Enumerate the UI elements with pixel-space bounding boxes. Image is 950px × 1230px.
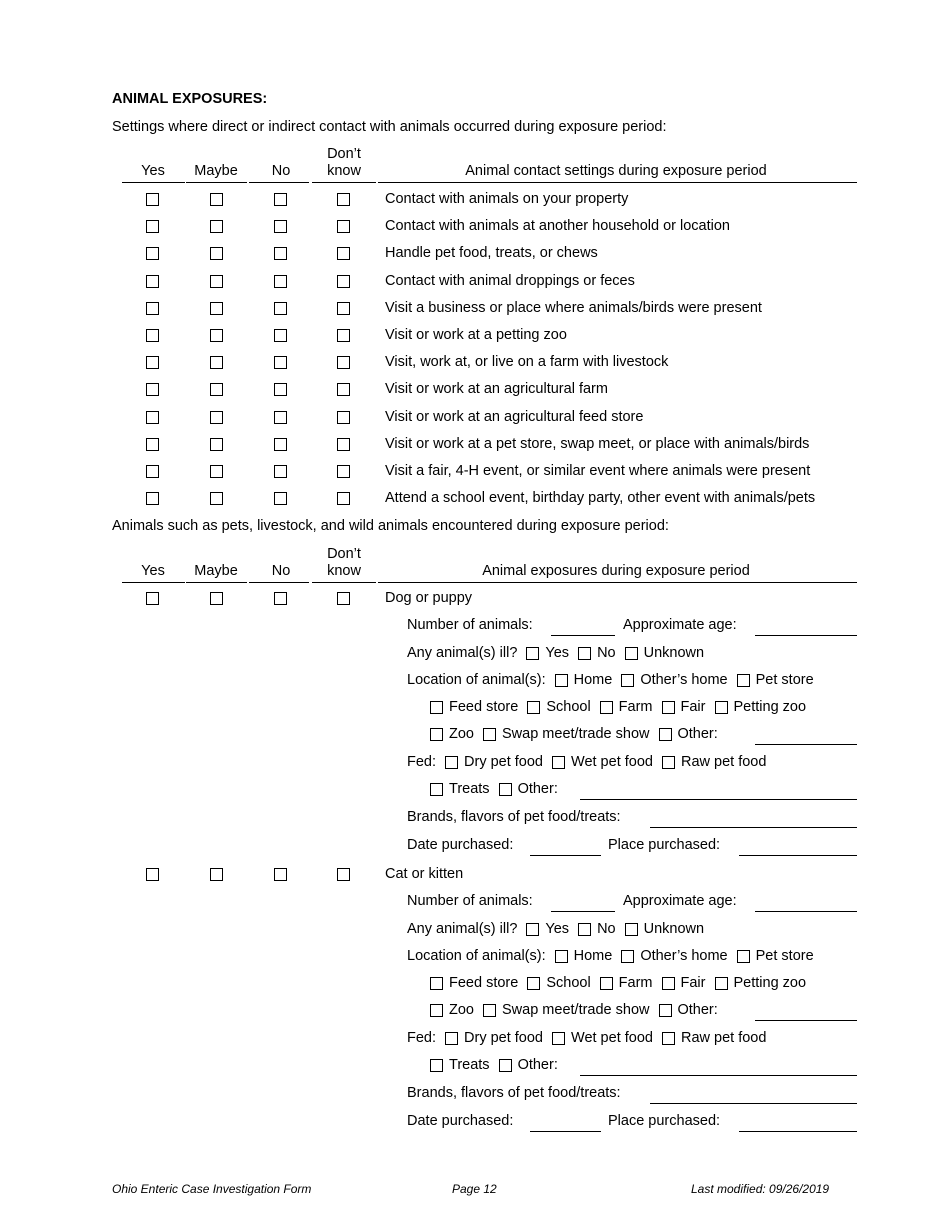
date-row: [407, 1113, 522, 1129]
setting-label: Visit a business or place where animals/birds were present: [385, 299, 762, 316]
option-checkbox[interactable]: [578, 647, 591, 660]
dont-know-checkbox[interactable]: [337, 438, 350, 451]
option-label: Swap meet/trade show: [502, 1002, 650, 1018]
dont-know-checkbox[interactable]: [337, 220, 350, 233]
option-checkbox[interactable]: [430, 701, 443, 714]
no-checkbox[interactable]: [274, 247, 287, 260]
brands-label: Brands, flavors of pet food/treats:: [407, 809, 621, 825]
brands-label: Brands, flavors of pet food/treats:: [407, 1085, 621, 1101]
no-checkbox[interactable]: [274, 492, 287, 505]
option-checkbox[interactable]: [483, 728, 496, 741]
option-checkbox[interactable]: [555, 950, 568, 963]
setting-label: Contact with animals on your property: [385, 191, 629, 207]
option-checkbox[interactable]: [659, 728, 672, 741]
option[interactable]: [659, 726, 718, 742]
option-checkbox[interactable]: [737, 674, 750, 687]
no-checkbox[interactable]: [274, 193, 287, 206]
animals-intro: Animals such as pets, livestock, and wild animals encountered during exposure period:: [112, 518, 669, 534]
option-label: Treats: [449, 781, 490, 797]
option[interactable]: [483, 726, 650, 742]
footer-modified: Last modified: 09/26/2019: [691, 1182, 830, 1196]
option-checkbox[interactable]: [737, 950, 750, 963]
option[interactable]: [552, 1030, 653, 1046]
option-label: Yes: [545, 921, 570, 937]
no-checkbox[interactable]: [274, 383, 287, 396]
option-label: School: [546, 699, 591, 715]
maybe-checkbox[interactable]: [210, 356, 223, 369]
brands-field[interactable]: [650, 1103, 857, 1104]
option-checkbox[interactable]: [600, 977, 613, 990]
option[interactable]: [600, 975, 653, 991]
option[interactable]: [430, 781, 490, 797]
animals-header-rule: [249, 582, 309, 583]
fed-other-field[interactable]: [580, 1075, 857, 1076]
settings-header-rule: [312, 182, 376, 183]
dont-know-checkbox[interactable]: [337, 868, 350, 881]
number-label: Number of animals:: [407, 893, 533, 909]
option[interactable]: [600, 699, 653, 715]
option-label: Home: [573, 948, 613, 964]
number-age-row: [407, 617, 542, 633]
location-row-3: [430, 1002, 727, 1018]
option[interactable]: [527, 699, 590, 715]
option-label: Zoo: [449, 1002, 474, 1018]
option-label: School: [546, 975, 591, 991]
option-label: Other’s home: [640, 948, 728, 964]
dont-know-checkbox[interactable]: [337, 275, 350, 288]
animal-name: Dog or puppy: [385, 590, 473, 606]
yes-checkbox[interactable]: [146, 438, 159, 451]
dont-know-checkbox[interactable]: [337, 592, 350, 605]
option[interactable]: [662, 754, 766, 770]
option[interactable]: [662, 1030, 766, 1046]
animals-header-col-yes: Yes: [141, 563, 165, 579]
setting-label: Visit or work at a petting zoo: [385, 327, 567, 343]
no-checkbox[interactable]: [274, 220, 287, 233]
animals-header-col-no: No: [271, 563, 291, 579]
option-label: Yes: [545, 645, 570, 661]
option-label: Other:: [517, 1057, 558, 1073]
no-checkbox[interactable]: [274, 356, 287, 369]
option-label: Feed store: [449, 975, 519, 991]
option-checkbox[interactable]: [600, 701, 613, 714]
option[interactable]: [430, 1057, 490, 1073]
option[interactable]: [621, 948, 727, 964]
animals-header-col-dont-know-2: know: [327, 563, 361, 579]
setting-label: Visit or work at an agricultural farm: [385, 381, 608, 398]
settings-header-col-title: Animal contact settings during exposure period: [465, 163, 767, 179]
option[interactable]: [499, 1057, 558, 1073]
location-other-field[interactable]: [755, 1020, 857, 1021]
yes-checkbox[interactable]: [146, 592, 159, 605]
animals-header-rule: [122, 582, 185, 583]
dont-know-checkbox[interactable]: [337, 356, 350, 369]
option-label: Feed store: [449, 699, 519, 715]
option-checkbox[interactable]: [659, 1004, 672, 1017]
fed-label: Fed:: [407, 754, 437, 770]
date-field[interactable]: [530, 1131, 601, 1132]
option[interactable]: [737, 948, 814, 964]
no-checkbox[interactable]: [274, 465, 287, 478]
settings-header-rule: [122, 182, 185, 183]
setting-label: Handle pet food, treats, or chews: [385, 245, 598, 262]
yes-checkbox[interactable]: [146, 247, 159, 260]
option-label: Unknown: [643, 645, 705, 661]
section-title: ANIMAL EXPOSURES:: [112, 91, 268, 107]
option-label: Treats: [449, 1057, 490, 1073]
option-label: Pet store: [755, 672, 814, 688]
option-label: Pet store: [755, 948, 814, 964]
dont-know-checkbox[interactable]: [337, 329, 350, 342]
option-label: Petting zoo: [733, 975, 807, 991]
option-label: Dry pet food: [464, 754, 544, 770]
option[interactable]: [552, 754, 653, 770]
location-row-2: [430, 699, 815, 715]
no-checkbox[interactable]: [274, 329, 287, 342]
location-label: Location of animal(s):: [407, 948, 546, 964]
maybe-checkbox[interactable]: [210, 383, 223, 396]
option-label: Other:: [517, 781, 558, 797]
age-field[interactable]: [755, 911, 857, 912]
setting-label: Visit or work at a pet store, swap meet, or place with animals/birds: [385, 435, 810, 452]
number-field[interactable]: [551, 911, 615, 912]
number-field[interactable]: [551, 635, 615, 636]
option-label: Farm: [618, 975, 653, 991]
brands-row: [407, 1085, 630, 1101]
yes-checkbox[interactable]: [146, 465, 159, 478]
no-checkbox[interactable]: [274, 302, 287, 315]
option[interactable]: [621, 672, 727, 688]
place-label: Place purchased:: [608, 837, 721, 853]
option-checkbox[interactable]: [499, 783, 512, 796]
footer-page: Page 12: [452, 1182, 497, 1196]
option-label: Other:: [677, 726, 718, 742]
option[interactable]: [715, 699, 807, 715]
animals-header-rule: [186, 582, 247, 583]
option-checkbox[interactable]: [483, 1004, 496, 1017]
yes-checkbox[interactable]: [146, 302, 159, 315]
option[interactable]: [555, 672, 613, 688]
setting-label: Visit, work at, or live on a farm with livestock: [385, 354, 669, 371]
yes-checkbox[interactable]: [146, 193, 159, 206]
option-label: Fair: [680, 975, 706, 991]
dont-know-checkbox[interactable]: [337, 247, 350, 260]
animals-header-col-dont-know-1: Don’t: [327, 546, 361, 562]
option-checkbox[interactable]: [715, 701, 728, 714]
maybe-checkbox[interactable]: [210, 592, 223, 605]
fed-row-2: [430, 781, 567, 797]
settings-header-rule: [249, 182, 309, 183]
animal-name: Cat or kitten: [385, 866, 464, 882]
ill-label: Any animal(s) ill?: [407, 645, 518, 661]
option-label: Farm: [618, 699, 653, 715]
option[interactable]: [662, 699, 706, 715]
option-checkbox[interactable]: [526, 647, 539, 660]
yes-checkbox[interactable]: [146, 356, 159, 369]
yes-checkbox[interactable]: [146, 383, 159, 396]
settings-header-col-maybe: Maybe: [194, 163, 238, 179]
maybe-checkbox[interactable]: [210, 411, 223, 424]
option-checkbox[interactable]: [662, 756, 675, 769]
setting-label: Attend a school event, birthday party, other event with animals/pets: [385, 490, 816, 507]
option[interactable]: [555, 948, 613, 964]
setting-label: Contact with animal droppings or feces: [385, 272, 635, 289]
no-checkbox[interactable]: [274, 275, 287, 288]
option-label: Unknown: [643, 921, 705, 937]
number-age-row: [407, 893, 542, 909]
ill-row: [407, 921, 713, 937]
option[interactable]: [578, 645, 616, 661]
dont-know-checkbox[interactable]: [337, 465, 350, 478]
dont-know-checkbox[interactable]: [337, 302, 350, 315]
option-checkbox[interactable]: [445, 756, 458, 769]
option[interactable]: [430, 726, 474, 742]
brands-field[interactable]: [650, 827, 857, 828]
option-label: Zoo: [449, 726, 474, 742]
yes-checkbox[interactable]: [146, 329, 159, 342]
option-label: Raw pet food: [680, 754, 767, 770]
option-checkbox[interactable]: [552, 1032, 565, 1045]
option-checkbox[interactable]: [625, 923, 638, 936]
dont-know-checkbox[interactable]: [337, 193, 350, 206]
option[interactable]: [625, 921, 704, 937]
maybe-checkbox[interactable]: [210, 868, 223, 881]
option[interactable]: [662, 975, 706, 991]
age-label: Approximate age:: [623, 893, 737, 909]
settings-header-col-yes: Yes: [141, 163, 165, 179]
maybe-checkbox[interactable]: [210, 220, 223, 233]
option[interactable]: [715, 975, 807, 991]
option-label: Wet pet food: [571, 754, 653, 770]
option-checkbox[interactable]: [621, 674, 634, 687]
option[interactable]: [430, 975, 518, 991]
option-checkbox[interactable]: [662, 977, 675, 990]
date-label: Date purchased:: [407, 1113, 514, 1129]
option-checkbox[interactable]: [527, 977, 540, 990]
dont-know-checkbox[interactable]: [337, 411, 350, 424]
option-checkbox[interactable]: [662, 1032, 675, 1045]
no-checkbox[interactable]: [274, 592, 287, 605]
option-checkbox[interactable]: [499, 1059, 512, 1072]
option-checkbox[interactable]: [430, 1004, 443, 1017]
location-row-1: [407, 672, 823, 688]
no-checkbox[interactable]: [274, 438, 287, 451]
option-checkbox[interactable]: [552, 756, 565, 769]
location-label: Location of animal(s):: [407, 672, 546, 688]
option-checkbox[interactable]: [715, 977, 728, 990]
option-checkbox[interactable]: [555, 674, 568, 687]
option-label: No: [597, 921, 616, 937]
option[interactable]: [445, 754, 543, 770]
animals-header-col-title: Animal exposures during exposure period: [482, 563, 750, 579]
yes-checkbox[interactable]: [146, 868, 159, 881]
option-checkbox[interactable]: [662, 701, 675, 714]
maybe-checkbox[interactable]: [210, 275, 223, 288]
setting-label: Visit or work at an agricultural feed store: [385, 408, 644, 425]
option[interactable]: [526, 645, 569, 661]
yes-checkbox[interactable]: [146, 275, 159, 288]
option[interactable]: [499, 781, 558, 797]
ill-row: [407, 645, 713, 661]
option[interactable]: [625, 645, 704, 661]
fed-other-field[interactable]: [580, 799, 857, 800]
settings-header-col-no: No: [271, 163, 291, 179]
place-field[interactable]: [739, 855, 857, 856]
date-row: [407, 837, 522, 853]
fed-row-1: [407, 1030, 775, 1046]
option-label: Home: [573, 672, 613, 688]
option-checkbox[interactable]: [578, 923, 591, 936]
ill-label: Any animal(s) ill?: [407, 921, 518, 937]
number-label: Number of animals:: [407, 617, 533, 633]
maybe-checkbox[interactable]: [210, 247, 223, 260]
option-checkbox[interactable]: [527, 701, 540, 714]
yes-checkbox[interactable]: [146, 492, 159, 505]
animals-header-rule: [312, 582, 376, 583]
option[interactable]: [659, 1002, 718, 1018]
option-label: Other:: [677, 1002, 718, 1018]
option[interactable]: [430, 1002, 474, 1018]
option-checkbox[interactable]: [430, 783, 443, 796]
option-label: No: [597, 645, 616, 661]
fed-label: Fed:: [407, 1030, 437, 1046]
option-label: Dry pet food: [464, 1030, 544, 1046]
option-label: Raw pet food: [680, 1030, 767, 1046]
option-checkbox[interactable]: [430, 728, 443, 741]
maybe-checkbox[interactable]: [210, 193, 223, 206]
option[interactable]: [578, 921, 616, 937]
settings-header-rule: [378, 182, 857, 183]
settings-header-rule: [186, 182, 247, 183]
option[interactable]: [737, 672, 814, 688]
option-label: Petting zoo: [733, 699, 807, 715]
place-field[interactable]: [739, 1131, 857, 1132]
option[interactable]: [430, 699, 518, 715]
option-checkbox[interactable]: [625, 647, 638, 660]
yes-checkbox[interactable]: [146, 220, 159, 233]
location-row-3: [430, 726, 727, 742]
option[interactable]: [527, 975, 590, 991]
no-checkbox[interactable]: [274, 411, 287, 424]
location-row-1: [407, 948, 823, 964]
option-checkbox[interactable]: [430, 977, 443, 990]
place-label: Place purchased:: [608, 1113, 721, 1129]
date-label: Date purchased:: [407, 837, 514, 853]
brands-row: [407, 809, 630, 825]
yes-checkbox[interactable]: [146, 411, 159, 424]
setting-label: Contact with animals at another household or location: [385, 218, 730, 235]
option-checkbox[interactable]: [526, 923, 539, 936]
settings-header-col-dont-know-2: know: [327, 163, 361, 179]
maybe-checkbox[interactable]: [210, 438, 223, 451]
location-row-2: [430, 975, 815, 991]
option-label: Wet pet food: [571, 1030, 653, 1046]
option-checkbox[interactable]: [445, 1032, 458, 1045]
option[interactable]: [445, 1030, 543, 1046]
no-checkbox[interactable]: [274, 868, 287, 881]
option-checkbox[interactable]: [430, 1059, 443, 1072]
option-label: Other’s home: [640, 672, 728, 688]
dont-know-checkbox[interactable]: [337, 383, 350, 396]
option[interactable]: [483, 1002, 650, 1018]
maybe-checkbox[interactable]: [210, 329, 223, 342]
maybe-checkbox[interactable]: [210, 302, 223, 315]
option-label: Swap meet/trade show: [502, 726, 650, 742]
option[interactable]: [526, 921, 569, 937]
option-checkbox[interactable]: [621, 950, 634, 963]
option-label: Fair: [680, 699, 706, 715]
maybe-checkbox[interactable]: [210, 465, 223, 478]
settings-header-col-dont-know-1: Don’t: [327, 146, 361, 162]
animals-header-rule: [378, 582, 857, 583]
maybe-checkbox[interactable]: [210, 492, 223, 505]
fed-row-1: [407, 754, 775, 770]
date-field[interactable]: [530, 855, 601, 856]
location-other-field[interactable]: [755, 744, 857, 745]
dont-know-checkbox[interactable]: [337, 492, 350, 505]
settings-intro: Settings where direct or indirect contact with animals occurred during exposure period:: [112, 119, 667, 135]
footer-form-name: Ohio Enteric Case Investigation Form: [112, 1182, 312, 1196]
age-label: Approximate age:: [623, 617, 737, 633]
age-field[interactable]: [755, 635, 857, 636]
setting-label: Visit a fair, 4-H event, or similar event where animals were present: [385, 463, 811, 479]
animals-header-col-maybe: Maybe: [194, 563, 238, 579]
fed-row-2: [430, 1057, 567, 1073]
